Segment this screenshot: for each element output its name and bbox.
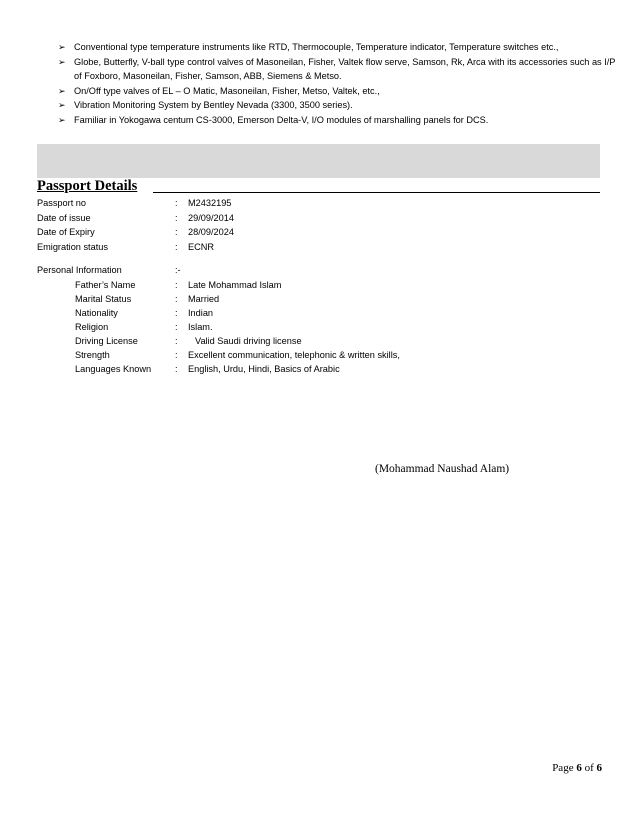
bullet-text: Vibration Monitoring System by Bentley Nevada (3300, 3500 series). [74,100,353,111]
section-divider [153,192,600,193]
field-value: M2432195 [188,198,232,208]
field-colon: : [175,336,178,346]
field-colon: : [175,322,178,332]
page-word: Page [552,762,574,774]
bullet-text: Conventional type temperature instruments like RTD, Thermocouple, Temperature indicator, Temperature switches etc., [74,42,559,52]
field-value: Excellent communication, telephonic & written skills, [188,350,400,360]
field-value: Indian [188,308,214,318]
field-colon: : [175,227,178,237]
field-label: Date of issue [37,212,91,223]
arrow-bullet-icon: ➢ [58,114,66,125]
field-value: English, Urdu, Hindi, Basics of Arabic [188,364,340,374]
field-label: Driving License [75,336,138,346]
bullet-item [58,84,618,99]
arrow-bullet-icon: ➢ [58,56,66,67]
field-label: Date of Expiry [37,227,95,237]
field-label: Strength [75,350,110,360]
bullet-item [58,113,618,128]
bullet-text: Familiar in Yokogawa centum CS-3000, Emerson Delta-V, I/O modules of marshalling panels for DCS. [74,114,489,125]
page-number [552,762,602,774]
field-value: Islam. [188,322,213,332]
field-colon: : [175,294,178,304]
bullet-text: Globe, Butterfly, V-ball type control valves of Masoneilan, Fisher, Valtek flow serve, Samson, Rk, Arca with its accessories such as I/P of Foxboro, Masoneilan, Fisher, Samson, ABB, Siemens & Metso. [74,56,616,82]
field-colon: : [175,280,178,290]
field-colon: : [175,212,178,223]
field-label: Personal Information [37,265,122,275]
field-label: Nationality [75,308,118,318]
field-label: Passport no [37,198,87,208]
section-shaded-band [37,144,600,178]
field-colon: : [175,241,178,252]
field-label: Languages Known [75,364,152,374]
field-label: Religion [75,322,109,332]
field-colon: : [175,350,178,360]
field-colon: : [175,364,178,374]
field-colon: : [175,308,178,318]
field-value: Valid Saudi driving license [195,336,302,346]
field-value: 29/09/2014 [188,212,234,223]
arrow-bullet-icon: ➢ [58,42,66,52]
bullet-item [58,40,618,55]
field-label: Father’s Name [75,280,136,290]
field-colon: : [175,198,178,208]
skills-bullet-list [58,40,618,128]
field-value: ECNR [188,241,215,252]
field-value: Married [188,294,220,304]
bullet-item [58,55,618,84]
passport-section-title: Passport Details [37,178,138,194]
total-pages: 6 [596,762,602,774]
field-label: Marital Status [75,294,132,304]
field-label: Emigration status [37,241,108,252]
arrow-bullet-icon: ➢ [58,85,66,96]
bullet-item [58,98,618,113]
of-word: of [584,762,594,774]
current-page: 6 [576,762,582,774]
field-colon: :- [175,265,181,275]
arrow-bullet-icon: ➢ [58,100,66,111]
field-value: 28/09/2024 [188,227,234,237]
signature-name: (Mohammad Naushad Alam) [375,463,510,475]
bullet-text: On/Off type valves of EL – O Matic, Masoneilan, Fisher, Metso, Valtek, etc., [74,85,380,96]
field-value: Late Mohammad Islam [188,280,282,290]
